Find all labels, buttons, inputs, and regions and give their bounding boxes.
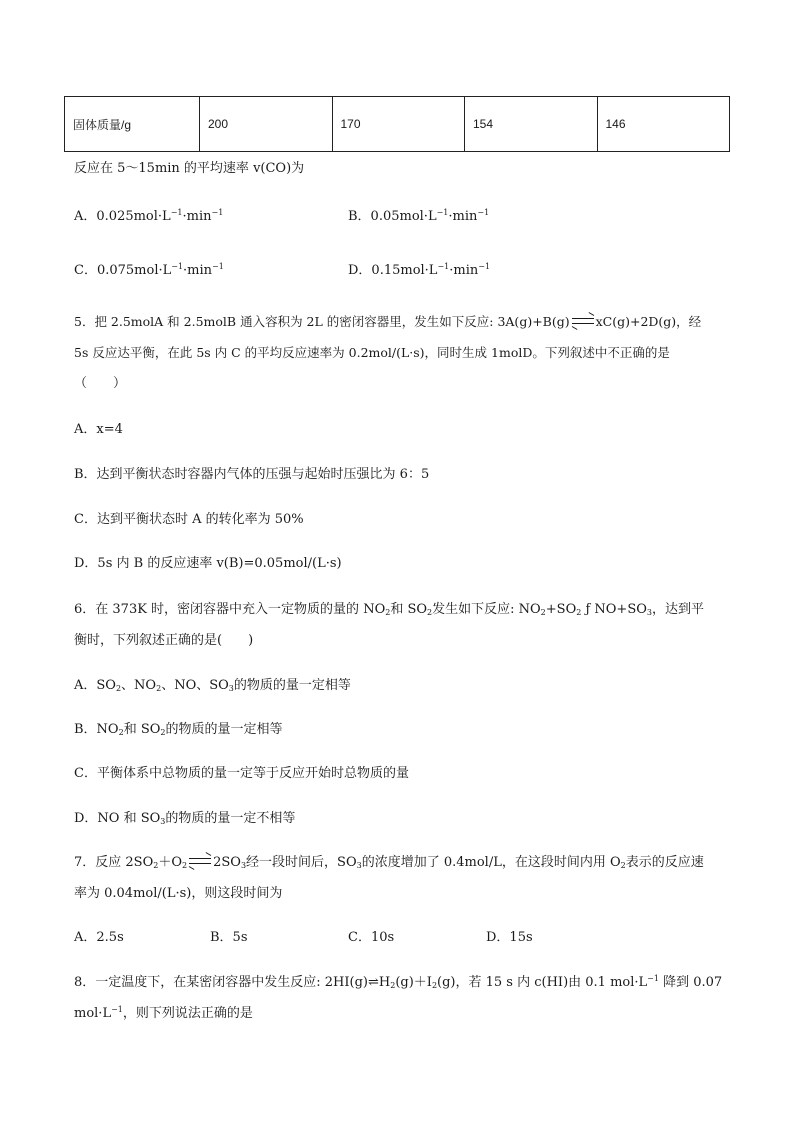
q7-option-c: C．10s — [348, 930, 395, 945]
q5-option-b: B．达到平衡状态时容器内气体的压强与起始时压强比为 6：5 — [74, 467, 430, 482]
option-text: A．0.025mol·L — [74, 209, 171, 224]
q8-text: mol·L — [74, 1006, 112, 1021]
q5-option-a: A．x=4 — [74, 422, 123, 437]
table-cell: 146 — [597, 97, 730, 152]
q4-option-b — [348, 210, 489, 223]
option-unit: ·min — [182, 209, 212, 224]
q6-text: B．NO — [74, 722, 119, 737]
q6-text: 的物质的量一定相等 — [165, 722, 283, 737]
option-text: D．0.15mol·L — [348, 263, 438, 278]
q5-option-c: C．达到平衡状态时 A 的转化率为 50% — [74, 512, 304, 527]
q5-line-1 — [74, 316, 701, 329]
q7-option-a: A．2.5s — [74, 930, 124, 945]
subscript: 2 — [118, 728, 124, 737]
q7-text: 经一段时间后，SO — [246, 855, 357, 870]
subscript: 2 — [540, 608, 546, 617]
q4-option-d — [348, 264, 490, 277]
q7-text: 2SO — [213, 855, 241, 870]
subscript: 3 — [646, 608, 652, 617]
q8-text: 降到 0.07 — [658, 975, 723, 990]
q6-option-b — [74, 723, 283, 736]
q7-text: 的浓度增加了 0.4mol/L，在这段时间内用 O — [361, 855, 621, 870]
q5-text: 5．把 2.5molA 和 2.5molB 通入容积为 2L 的密闭容器里，发生如下反应: 3A(g)+B(g) — [74, 314, 570, 329]
q8-text: (g)，若 15 s 内 c(HI)由 0.1 mol·L — [437, 975, 648, 990]
q4-option-a — [74, 210, 223, 223]
q5-line-2: 5s 反应达平衡，在此 5s 内 C 的平均反应速率为 0.2mol/(L·s)，同时生成 1molD。下列叙述中不正确的是 — [74, 345, 670, 360]
equilibrium-arrow-icon — [189, 858, 211, 864]
q7-text: 7．反应 2SO — [74, 855, 154, 870]
subscript: 3 — [228, 684, 234, 693]
subscript: 2 — [182, 861, 188, 870]
q5-line-3: （ ） — [74, 376, 127, 391]
q6-option-d — [74, 812, 295, 825]
table-cell: 固体质量/g — [65, 97, 200, 152]
subscript: 2 — [576, 608, 582, 617]
table-cell: 170 — [332, 97, 465, 152]
exponent: −1 — [647, 974, 659, 983]
q6-text: ，达到平 — [652, 602, 705, 617]
subscript: 2 — [115, 684, 122, 693]
subscript: 2 — [160, 728, 166, 737]
q6-text: 6．在 373K 时，密闭容器中充入一定物质的量的 NO — [74, 602, 386, 617]
q7-option-b: B．5s — [210, 930, 248, 945]
exponent: −1 — [212, 262, 224, 271]
q6-text: D．NO 和 SO — [74, 811, 161, 826]
q6-option-a — [74, 679, 351, 692]
subscript: 2 — [390, 981, 396, 990]
subscript: 2 — [385, 608, 391, 617]
q8-line-2 — [74, 1007, 253, 1020]
exponent: −1 — [436, 208, 449, 217]
subscript: 2 — [427, 608, 433, 617]
q4-stem: 反应在 5～15min 的平均速率 v(CO)为 — [74, 161, 305, 176]
option-unit: ·min — [449, 263, 479, 278]
option-unit: ·min — [183, 263, 213, 278]
q6-text: 发生如下反应: NO — [432, 602, 541, 617]
exponent: −1 — [478, 262, 491, 271]
exponent: −1 — [477, 208, 490, 217]
q6-line-1 — [74, 603, 704, 616]
q8-text: ，则下列说法正确的是 — [122, 1006, 253, 1021]
exponent: −1 — [111, 1005, 123, 1014]
q6-text: +SO — [545, 602, 577, 617]
q7-option-d: D．15s — [486, 930, 533, 945]
q6-text: 、NO、SO — [161, 678, 229, 693]
q7-text: 表示的反应速 — [625, 855, 704, 870]
q6-text: 和 SO — [390, 602, 428, 617]
data-table — [64, 96, 730, 152]
q5-option-d: D．5s 内 B 的反应速率 v(B)=0.05mol/(L·s) — [74, 556, 342, 571]
q7-text: ＋O — [158, 855, 183, 870]
subscript: 2 — [156, 684, 162, 693]
table-cell: 154 — [465, 97, 598, 152]
q7-line-2: 率为 0.04mol/(L·s)，则这段时间为 — [74, 886, 283, 901]
q6-text: ƒ NO+SO — [581, 602, 647, 617]
subscript: 3 — [356, 861, 362, 870]
q6-option-c: C．平衡体系中总物质的量一定等于反应开始时总物质的量 — [74, 766, 409, 781]
q6-line-2: 衡时，下列叙述正确的是( ) — [74, 633, 254, 648]
subscript: 2 — [153, 861, 159, 870]
option-text: C．0.075mol·L — [74, 263, 172, 278]
exponent: −1 — [170, 208, 183, 217]
q4-option-c — [74, 264, 224, 277]
q8-line-1 — [74, 976, 722, 989]
subscript: 2 — [620, 861, 626, 870]
q8-text: 8．一定温度下，在某密闭容器中发生反应: 2HI(g)⇌H — [74, 975, 391, 990]
q7-line-1 — [74, 856, 704, 869]
q6-text: 和 SO — [123, 722, 161, 737]
q6-text: 的物质的量一定不相等 — [165, 811, 296, 826]
table-cell: 200 — [200, 97, 333, 152]
equilibrium-arrow-icon — [572, 318, 594, 324]
table-row — [65, 97, 730, 152]
subscript: 3 — [240, 861, 247, 870]
option-unit: ·min — [448, 209, 478, 224]
subscript: 2 — [431, 981, 438, 990]
subscript: 3 — [160, 817, 166, 826]
q5-text: xC(g)+2D(g)，经 — [595, 314, 702, 329]
q6-text: 、NO — [121, 678, 157, 693]
q8-text: (g)＋I — [395, 975, 432, 990]
exponent: −1 — [437, 262, 450, 271]
q6-text: A．SO — [74, 678, 116, 693]
q6-text: 的物质的量一定相等 — [233, 678, 351, 693]
exponent: −1 — [211, 208, 224, 217]
option-text: B．0.05mol·L — [348, 209, 437, 224]
exponent: −1 — [171, 262, 184, 271]
